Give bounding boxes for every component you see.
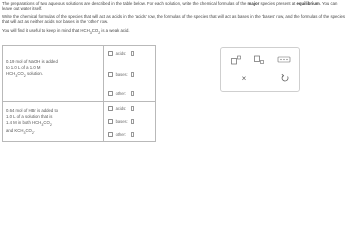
solution-2-description — [2, 102, 104, 142]
acids-answer-field[interactable] — [131, 106, 135, 111]
other-checkbox[interactable] — [108, 91, 113, 96]
clear-x-icon[interactable]: × — [241, 73, 247, 83]
solution-1-answers — [104, 45, 156, 102]
other-row — [108, 131, 134, 138]
other-answer-field[interactable] — [131, 132, 135, 137]
bases-row — [108, 118, 134, 125]
intro-paragraph-2: Write the chemical formulas of the species that will act as acids in the 'acids' row, the formulas of the species that will act as bases in the 'bases' row, and the formulas of the species that will act as neither acids nor bases in the 'other' row. — [2, 14, 346, 25]
subscript-box-icon[interactable] — [253, 55, 265, 65]
solution-2-text: 0.64 mol of HBr is added to 1.0 L of a solution that is 1.4 M in both $HCH_3CO_2$ and $KCH_3CO_2$. — [6, 108, 59, 136]
acids-label: acids: — [115, 51, 127, 56]
other-row — [108, 90, 134, 97]
bases-answer-field[interactable] — [131, 119, 135, 124]
bases-label: bases: — [115, 119, 128, 124]
acids-checkbox[interactable] — [108, 51, 113, 56]
more-options-icon[interactable] — [277, 55, 291, 65]
acids-answer-field[interactable] — [131, 51, 135, 56]
solution-1-description — [2, 45, 104, 102]
bases-checkbox[interactable] — [108, 72, 113, 77]
acids-row — [108, 50, 134, 57]
bases-label: bases: — [115, 72, 128, 77]
intro-paragraph-3: You will find it useful to keep in mind that $HCH_3CO_2$ is a weak acid. — [2, 28, 130, 35]
acids-checkbox[interactable] — [108, 106, 113, 111]
other-answer-field[interactable] — [131, 91, 135, 96]
intro-paragraph-1: The preparations of two aqueous solutions are described in the table below. For each solution, write the chemical formulas of the major species present at equilibrium. You can leave out water itself. — [2, 1, 338, 12]
solution-1-text: 0.19 mol of NaOH is added to 1.0 L of a 1.0 M $HCH_3CO_2$ solution. — [6, 59, 58, 79]
acids-row — [108, 105, 134, 112]
other-label: other: — [115, 91, 127, 96]
solution-2-answers — [104, 102, 156, 142]
formula-tool-panel — [220, 47, 300, 92]
bases-checkbox[interactable] — [108, 119, 113, 124]
other-label: other: — [115, 132, 127, 137]
undo-icon[interactable] — [280, 73, 290, 83]
acids-label: acids: — [115, 106, 127, 111]
superscript-box-icon[interactable] — [230, 55, 242, 65]
bases-row — [108, 71, 134, 78]
bases-answer-field[interactable] — [131, 72, 135, 77]
other-checkbox[interactable] — [108, 132, 113, 137]
